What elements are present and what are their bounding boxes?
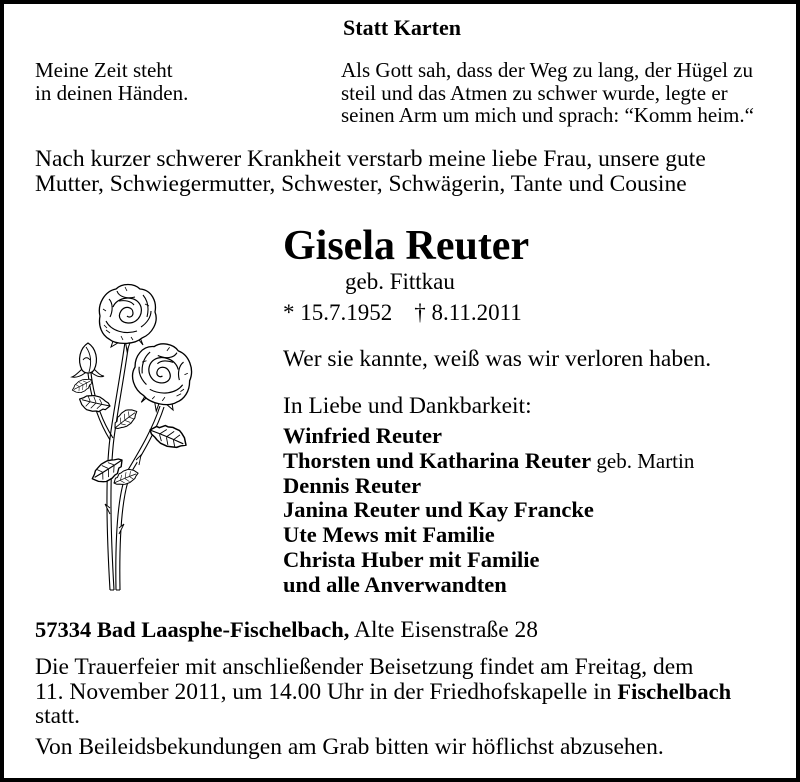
- rose-bud: [72, 343, 104, 377]
- funeral-details: [35, 655, 731, 729]
- mourner-name: Janina Reuter und Kay Francke: [283, 497, 594, 523]
- funeral-line: statt.: [35, 703, 81, 729]
- mourner-name: Dennis Reuter: [283, 472, 422, 498]
- announcement-line: Nach kurzer schwerer Krankheit verstarb meine liebe Frau, unsere gute: [35, 146, 706, 172]
- announcement-line: Mutter, Schwiegermutter, Schwester, Schwägerin, Tante und Cousine: [35, 171, 687, 197]
- deceased-name: Gisela Reuter: [283, 223, 530, 269]
- motto-line: Meine Zeit steht: [35, 58, 173, 82]
- memorial-quote: Wer sie kannte, weiß was wir verloren haben.: [283, 346, 712, 372]
- mourners-list: [283, 424, 694, 598]
- mourner-name: und alle Anverwandten: [283, 571, 507, 597]
- mourner-entry: [283, 449, 694, 474]
- poem-line: seinen Arm um mich und sprach: “Komm heim.“: [341, 103, 754, 127]
- mourners-intro: In Liebe und Dankbarkeit:: [283, 393, 532, 419]
- funeral-line: [35, 680, 731, 705]
- leaf: [77, 392, 111, 415]
- closing-request: Von Beileidsbekundungen am Grab bitten wir höflichst abzusehen.: [35, 734, 664, 760]
- notice-heading: Statt Karten: [343, 15, 461, 40]
- address-street: Alte Eisenstraße 28: [354, 617, 539, 643]
- mourner-name: Christa Huber mit Familie: [283, 546, 540, 572]
- mourner-maiden-name: geb. Martin: [596, 448, 695, 473]
- life-dates: [283, 301, 522, 325]
- funeral-location: Fischelbach: [617, 678, 732, 704]
- rose-bloom-lower: [127, 339, 196, 416]
- poem-line: steil und das Atmen zu schwer wurde, legte er: [341, 80, 728, 105]
- poem-line: Als Gott sah, dass der Weg zu lang, der Hügel zu: [341, 58, 753, 82]
- family-address: [35, 617, 538, 643]
- funeral-line-text: 11. November 2011, um 14.00 Uhr in der Friedhofskapelle in: [35, 678, 612, 705]
- motto-line: in deinen Händen.: [35, 80, 189, 105]
- rose-illustration: [70, 278, 200, 596]
- mourner-name: Thorsten und Katharina Reuter: [283, 447, 591, 473]
- address-place: 57334 Bad Laasphe-Fischelbach,: [35, 617, 350, 642]
- birth-date: * 15.7.1952: [283, 300, 393, 325]
- announcement-text: [35, 147, 706, 197]
- mourner-name: Ute Mews mit Familie: [283, 522, 495, 548]
- poem-verse: [341, 59, 754, 127]
- motto-verse: [35, 59, 188, 104]
- death-date: † 8.11.2011: [414, 300, 522, 325]
- mourner-name: Winfried Reuter: [283, 423, 442, 448]
- maiden-name: geb. Fittkau: [345, 269, 455, 294]
- funeral-line: Die Trauerfeier mit anschließender Beisetzung findet am Freitag, dem: [35, 654, 694, 680]
- rose-bloom-upper: [99, 285, 156, 352]
